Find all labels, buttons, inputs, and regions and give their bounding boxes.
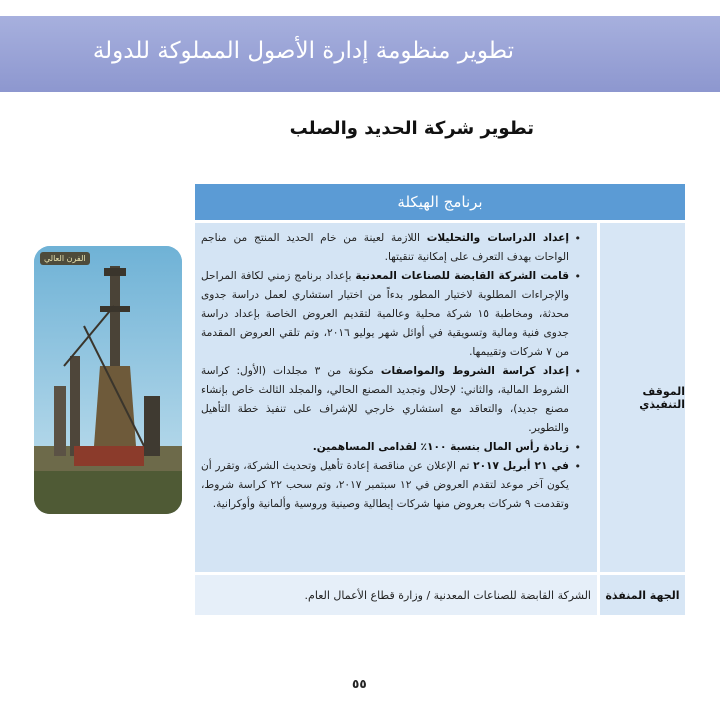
status-bullet-list — [195, 223, 597, 514]
row-content-executor — [195, 575, 597, 615]
table-row-status — [195, 223, 685, 572]
restructuring-table — [195, 184, 685, 624]
bullet-item: • في ٢١ أبريل ٢٠١٧ تم الإعلان عن مناقصة إعادة تأهيل وتحديث الشركة، وتقرر أن يكون آخر موعد لتقدم العروض في ١٢ سبتمبر ٢٠١٧، وتم سحب ٢٢ كراسة شروط، وتقدمت ٩ شركات بعروض منها شركات إيطالية وصينية وروسية وألمانية وأوكرانية. — [201, 457, 581, 514]
bullet-item: • إعداد كراسة الشروط والمواصفات مكونة من ٣ مجلدات (الأول: كراسة الشروط المالية، والثاني: لإحلال وتجديد المصنع الحالي، والمجلد الثالث خاص بإنشاء مصنع جديد)، والتعاقد مع استشاري خارجي للإشراف على تنفيذ خطة التأهيل والتطوير. — [201, 362, 581, 438]
bullet-item: • زيادة رأس المال بنسبة ١٠٠٪ لقدامى المساهمين. — [201, 438, 581, 457]
bullet-item: • قامت الشركة القابضة للصناعات المعدنية بإعداد برنامج زمني لكافة المراحل والإجراءات المطلوبة لاختيار المطور بدءاً من اختيار استشاري لعمل دراسة جدوى محدثة، ومخاطبة ١٥ شركة محلية وعالمية لتقديم العروض الخاصة بإعداد دراسة جدوى فنية ومالية وتسويقية في أوائل شهر يوليو ٢٠١٦، وتم تلقي العروض المقدمة من ٧ شركات وتقييمها. — [201, 267, 581, 362]
page-number: ٥٥ — [352, 677, 367, 691]
row-content-status — [195, 223, 597, 572]
page-title: تطوير منظومة إدارة الأصول المملوكة للدولة — [92, 38, 514, 64]
blast-furnace-image — [34, 246, 182, 514]
section-subtitle: تطوير شركة الحديد والصلب — [289, 118, 534, 139]
steel-plant-photo — [34, 246, 182, 514]
row-label-status: الموقف التنفيذي — [600, 223, 685, 572]
row-label-executor: الجهة المنفذة — [600, 575, 685, 615]
table-row-executor — [195, 575, 685, 615]
photo-caption-tag: الفرن العالي — [40, 252, 90, 265]
bullet-item: • إعداد الدراسات والتحليلات اللازمة لعينة من خام الحديد المنتج من مناجم الواحات بهدف التعرف على إمكانية تنقيتها. — [201, 229, 581, 267]
executor-text: الشركة القابضة للصناعات المعدنية / وزارة قطاع الأعمال العام. — [304, 588, 591, 602]
table-header: برنامج الهيكلة — [195, 184, 685, 220]
